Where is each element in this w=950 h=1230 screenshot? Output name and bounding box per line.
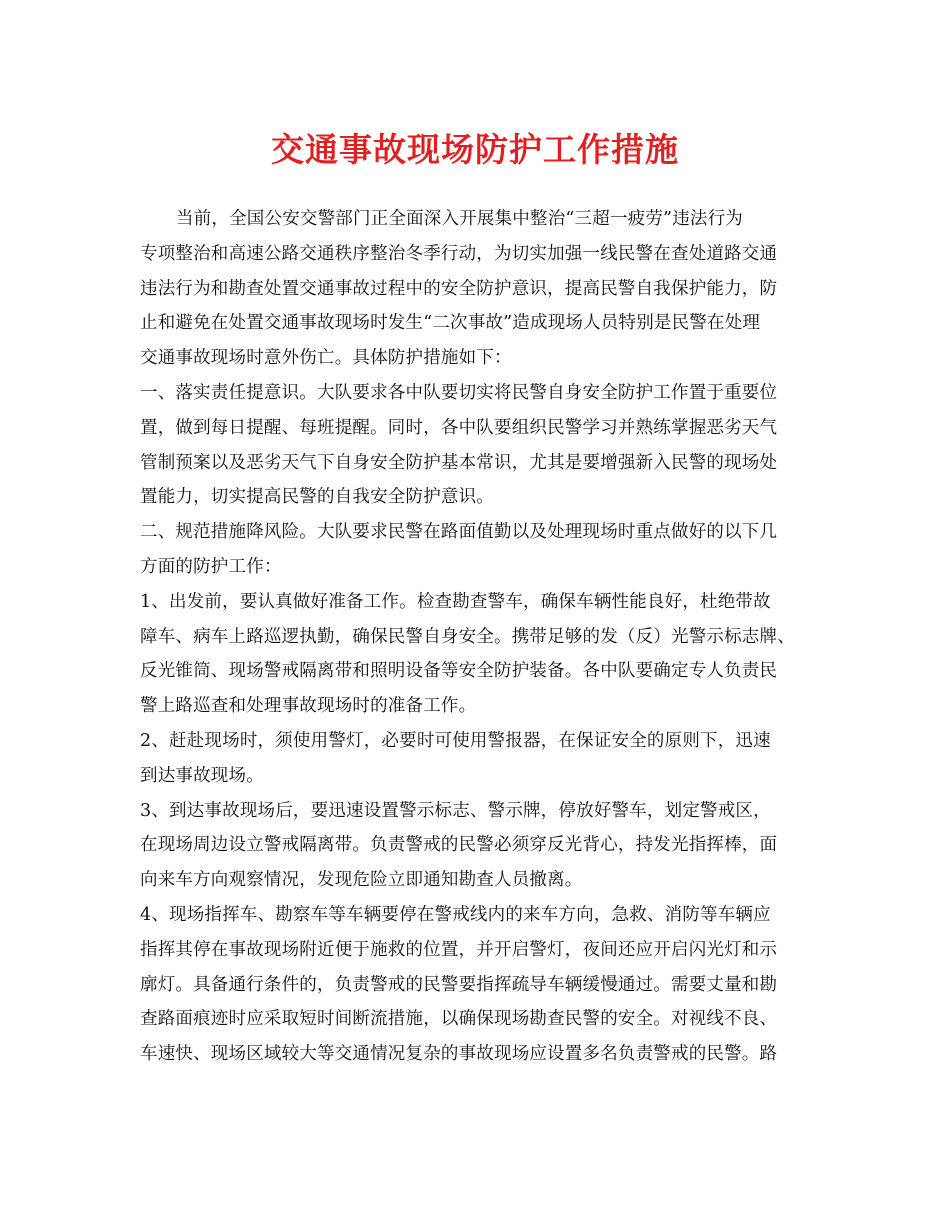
text-line: 方面的防护工作： (140, 556, 282, 577)
text-line: 专项整治和高速公路交通秩序整治冬季行动，为切实加强一线民警在查处道路交通 (140, 243, 778, 264)
text-line: 1、出发前，要认真做好准备工作。检查勘查警车，确保车辆性能良好，杜绝带故 (140, 591, 771, 612)
text-line: 车速快、现场区域较大等交通情况复杂的事故现场应设置多名负责警戒的民警。路 (140, 1044, 778, 1065)
text-line: 二、规范措施降风险。大队要求民警在路面值勤以及处理现场时重点做好的以下几 (140, 522, 778, 543)
text-line: 2、赶赴现场时，须使用警灯，必要时可使用警报器，在保证安全的原则下，迅速 (140, 730, 771, 751)
text-line: 管制预案以及恶劣天气下自身安全防护基本常识，尤其是要增强新入民警的现场处 (140, 452, 778, 473)
text-line: 查路面痕迹时应采取短时间断流措施，以确保现场勘查民警的安全。对视线不良、 (140, 1009, 778, 1030)
text-line: 廓灯。具备通行条件的，负责警戒的民警要指挥疏导车辆缓慢通过。需要丈量和勘 (140, 974, 778, 995)
text-line: 在现场周边设立警戒隔离带。负责警戒的民警必须穿反光背心，持发光指挥棒，面 (140, 835, 778, 856)
text-line: 违法行为和勘查处置交通事故过程中的安全防护意识，提高民警自我保护能力，防 (140, 278, 778, 299)
text-line: 当前，全国公安交警部门正全面深入开展集中整治“三超一疲劳”违法行为 (176, 209, 743, 229)
text-line: 止和避免在处置交通事故现场时发生“二次事故”造成现场人员特别是民警在处理 (140, 313, 761, 334)
text-line: 置，做到每日提醒、每班提醒。同时，各中队要组织民警学习并熟练掌握恶劣天气 (140, 417, 778, 438)
text-line: 置能力，切实提高民警的自我安全防护意识。 (140, 487, 494, 508)
text-line: 3、到达事故现场后，要迅速设置警示标志、警示牌，停放好警车，划定警戒区， (140, 800, 771, 821)
text-line: 一、落实责任提意识。大队要求各中队要切实将民警自身安全防护工作置于重要位 (140, 382, 778, 403)
text-line: 到达事故现场。 (140, 765, 264, 786)
text-line: 4、现场指挥车、勘察车等车辆要停在警戒线内的来车方向，急救、消防等车辆应 (140, 904, 771, 925)
text-line: 交通事故现场时意外伤亡。具体防护措施如下： (140, 348, 512, 369)
text-line: 警上路巡查和处理事故现场时的准备工作。 (140, 696, 477, 717)
text-line: 反光锥筒、现场警戒隔离带和照明设备等安全防护装备。各中队要确定专人负责民 (140, 661, 778, 682)
document-body (140, 202, 815, 1072)
document-title: 交通事故现场防护工作措施 (271, 130, 679, 169)
text-line: 向来车方向观察情况，发现危险立即通知勘查人员撤离。 (140, 870, 583, 891)
text-line: 指挥其停在事故现场附近便于施救的位置，并开启警灯，夜间还应开启闪光灯和示 (140, 939, 778, 960)
text-line: 障车、病车上路巡逻执勤，确保民警自身安全。携带足够的发（反）光警示标志牌、 (140, 626, 795, 647)
